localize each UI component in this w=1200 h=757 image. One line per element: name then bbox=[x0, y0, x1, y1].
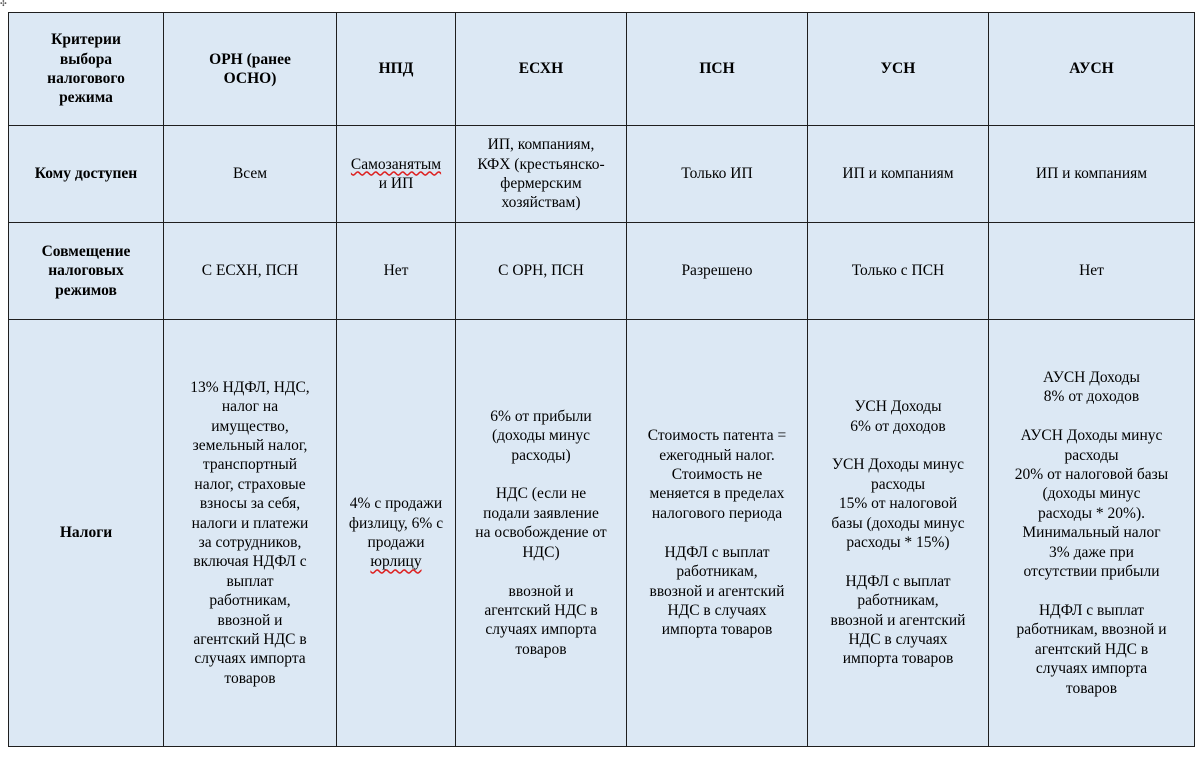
cell-combination-npd: Нет bbox=[337, 223, 456, 320]
header-ausn: АУСН bbox=[989, 13, 1195, 126]
cell-taxes-psn: Стоимость патента = ежегодный налог. Стоимость не меняется в пределах налогового периода НДФЛ с выплат работникам, ввозной и агентский НДС в случаях импорта товаров bbox=[627, 320, 808, 747]
cell-availability-npd-text: и ИП bbox=[378, 175, 414, 192]
cell-availability-ausn: ИП и компаниям bbox=[989, 126, 1195, 223]
cell-combination-orn: С ЕСХН, ПСН bbox=[164, 223, 337, 320]
header-criteria: Критерии выбора налогового режима bbox=[9, 13, 164, 126]
cell-taxes-eskhn: 6% от прибыли (доходы минус расходы) НДС (если не подали заявление на освобождение от НДС) ввозной и агентский НДС в случаях импорта товаров bbox=[456, 320, 627, 747]
cell-taxes-usn: УСН Доходы 6% от доходов УСН Доходы минус расходы 15% от налоговой базы (доходы минус расходы * 15%) НДФЛ с выплат работникам, ввозной и агентский НДС в случаях импорта товаров bbox=[808, 320, 989, 747]
cell-availability-eskhn: ИП, компаниям, КФХ (крестьянско- фермерским хозяйствам) bbox=[456, 126, 627, 223]
cell-availability-npd bbox=[337, 126, 456, 223]
row-combination bbox=[9, 223, 1195, 320]
row-taxes bbox=[9, 320, 1195, 747]
row-label-taxes: Налоги bbox=[9, 320, 164, 747]
header-usn: УСН bbox=[808, 13, 989, 126]
cell-availability-orn: Всем bbox=[164, 126, 337, 223]
cell-taxes-orn: 13% НДФЛ, НДС, налог на имущество, земельный налог, транспортный налог, страховые взносы за себя, налоги и платежи за сотрудников, включая НДФЛ с выплат работникам, ввозной и агентский НДС в случаях импорта товаров bbox=[164, 320, 337, 747]
cell-taxes-npd-text: 4% с продажи физлицу, 6% с продажи bbox=[348, 495, 444, 551]
spellcheck-word: юрлицу bbox=[370, 553, 422, 571]
row-label-combination: Совмещение налоговых режимов bbox=[9, 223, 164, 320]
tax-regime-comparison-table bbox=[8, 12, 1195, 747]
cell-combination-usn: Только с ПСН bbox=[808, 223, 989, 320]
cell-combination-psn: Разрешено bbox=[627, 223, 808, 320]
header-orn: ОРН (ранее ОСНО) bbox=[164, 13, 337, 126]
row-availability bbox=[9, 126, 1195, 223]
table-move-handle[interactable]: ✣ bbox=[0, 0, 7, 8]
cell-taxes-npd bbox=[337, 320, 456, 747]
header-psn: ПСН bbox=[627, 13, 808, 126]
header-npd: НПД bbox=[337, 13, 456, 126]
spellcheck-word: Самозанятым bbox=[350, 155, 442, 173]
cell-combination-eskhn: С ОРН, ПСН bbox=[456, 223, 627, 320]
cell-combination-ausn: Нет bbox=[989, 223, 1195, 320]
cell-availability-usn: ИП и компаниям bbox=[808, 126, 989, 223]
row-label-availability: Кому доступен bbox=[9, 126, 164, 223]
header-row bbox=[9, 13, 1195, 126]
cell-availability-psn: Только ИП bbox=[627, 126, 808, 223]
cell-taxes-ausn: АУСН Доходы 8% от доходов АУСН Доходы минус расходы 20% от налоговой базы (доходы минус расходы * 20%). Минимальный налог 3% даже при отсутствии прибыли НДФЛ с выплат работникам, ввозной и агентский НДС в случаях импорта товаров bbox=[989, 320, 1195, 747]
header-eskhn: ЕСХН bbox=[456, 13, 627, 126]
